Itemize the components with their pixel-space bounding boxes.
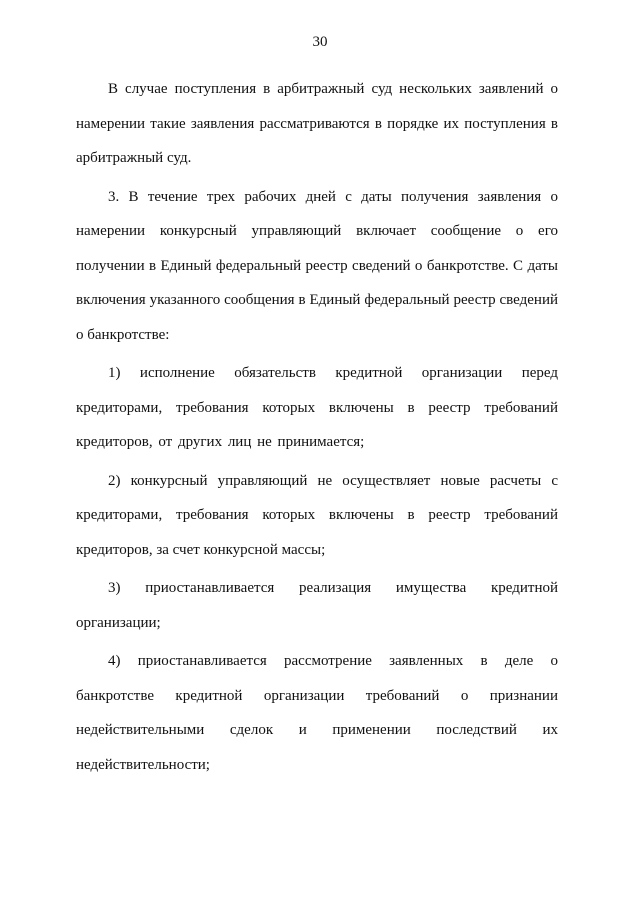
paragraph-subitem-3: 3) приостанавливается реализация имущества кредитной организации;	[76, 580, 558, 631]
paragraph-item-3: 3. В течение трех рабочих дней с даты получения заявления о намерении конкурсный управляющий включает сообщение о его получении в Единый федеральный реестр сведений о банкротстве. С даты включения указанного сообщения в Единый федеральный реестр сведений о банкротстве:	[76, 188, 558, 343]
paragraph-subitem-2: 2) конкурсный управляющий не осуществляет новые расчеты с кредиторами, требования которых включены в реестр требований кредиторов, за счет конкурсной массы;	[76, 472, 558, 558]
page-number: 30	[312, 34, 328, 50]
paragraph-subitem-4: 4) приостанавливается рассмотрение заявленных в деле о банкротстве кредитной организации требований о признании недействительными сделок и применении последствий их недействительности;	[76, 653, 558, 773]
document-body	[76, 72, 558, 786]
paragraph-subitem-1: 1) исполнение обязательств кредитной организации перед кредиторами, требования которых включены в реестр требований кредиторов, от других лиц не принимается;	[76, 365, 558, 450]
paragraph-applications-order: В случае поступления в арбитражный суд нескольких заявлений о намерении такие заявления рассматриваются в порядке их поступления в арбитражный суд.	[76, 81, 558, 166]
